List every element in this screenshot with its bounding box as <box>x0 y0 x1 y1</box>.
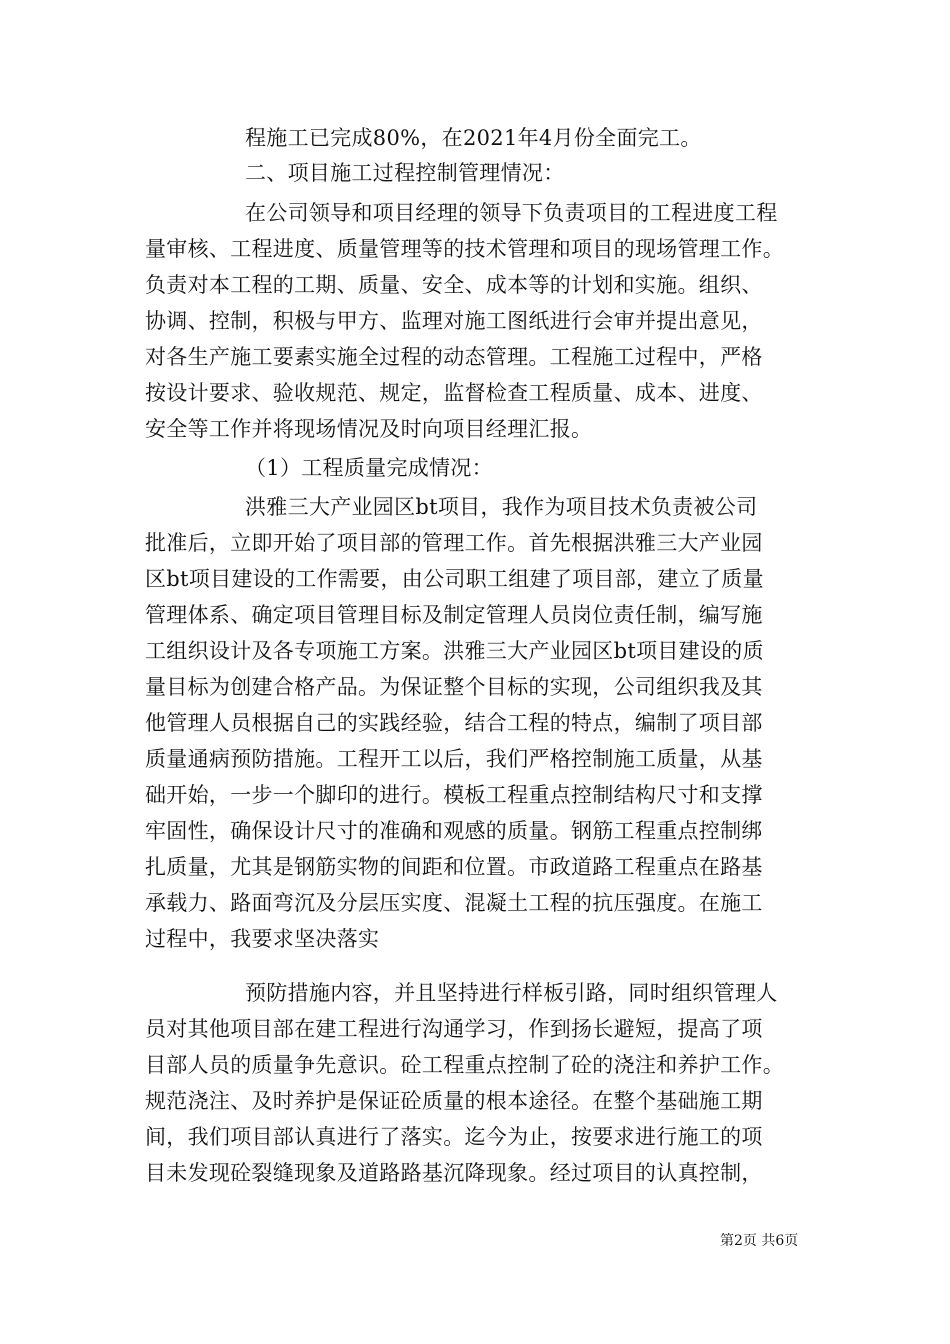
text-line: 目未发现砼裂缝现象及道路路基沉降现象。经过项目的认真控制， <box>145 1161 763 1185</box>
text-line: 量目标为创建合格产品。为保证整个目标的实现，公司组织我及其 <box>145 675 763 699</box>
text-line: 协调、控制，积极与甲方、监理对施工图纸进行会审并提出意见， <box>145 309 763 333</box>
text-line: 量审核、工程进度、质量管理等的技术管理和项目的现场管理工作。 <box>145 237 784 261</box>
text-line: 扎质量，尤其是钢筋实物的间距和位置。市政道路工程重点在路基 <box>145 855 763 879</box>
text-line: 工组织设计及各专项施工方案。洪雅三大产业园区bt项目建设的质 <box>145 639 764 663</box>
text-line: 承载力、路面弯沉及分层压实度、混凝土工程的抗压强度。在施工 <box>145 891 763 915</box>
text-line: 洪雅三大产业园区bt项目，我作为项目技术负责被公司 <box>245 495 758 519</box>
text-line: 按设计要求、验收规范、规定，监督检查工程质量、成本、进度、 <box>145 381 763 405</box>
text-line: 他管理人员根据自己的实践经验，结合工程的特点，编制了项目部 <box>145 711 763 735</box>
text-line: 规范浇注、及时养护是保证砼质量的根本途径。在整个基础施工期 <box>145 1089 763 1113</box>
text-line: 对各生产施工要素实施全过程的动态管理。工程施工过程中，严格 <box>145 345 763 369</box>
text-line: 管理体系、确定项目管理目标及制定管理人员岗位责任制，编写施 <box>145 603 763 627</box>
text-line: 础开始，一步一个脚印的进行。模板工程重点控制结构尺寸和支撑 <box>145 783 763 807</box>
text-line: 过程中，我要求坚决落实 <box>145 927 380 951</box>
text-line: 质量通病预防措施。工程开工以后，我们严格控制施工质量，从基 <box>145 747 763 771</box>
text-line: 员对其他项目部在建工程进行沟通学习，作到扬长避短，提高了项 <box>145 1017 763 1041</box>
page-number: 第2页 共6页 <box>720 1233 799 1249</box>
text-line: 在公司领导和项目经理的领导下负责项目的工程进度工程 <box>245 201 778 225</box>
text-line: 负责对本工程的工期、质量、安全、成本等的计划和实施。组织、 <box>145 273 763 297</box>
text-line: 安全等工作并将现场情况及时向项目经理汇报。 <box>145 417 593 441</box>
text-line: 程施工已完成80%，在2021年4月份全面完工。 <box>245 126 702 150</box>
text-line: 区bt项目建设的工作需要，由公司职工组建了项目部，建立了质量 <box>145 567 764 591</box>
section-heading: 二、项目施工过程控制管理情况： <box>245 161 565 185</box>
text-line: 间，我们项目部认真进行了落实。迄今为止，按要求进行施工的项 <box>145 1125 763 1149</box>
text-line: 牢固性，确保设计尺寸的准确和观感的质量。钢筋工程重点控制绑 <box>145 819 763 843</box>
text-line: 预防措施内容，并且坚持进行样板引路，同时组织管理人 <box>245 981 778 1005</box>
subsection-heading: （1）工程质量完成情况： <box>245 456 493 480</box>
text-line: 目部人员的质量争先意识。砼工程重点控制了砼的浇注和养护工作。 <box>145 1053 784 1077</box>
text-line: 批准后，立即开始了项目部的管理工作。首先根据洪雅三大产业园 <box>145 531 763 555</box>
